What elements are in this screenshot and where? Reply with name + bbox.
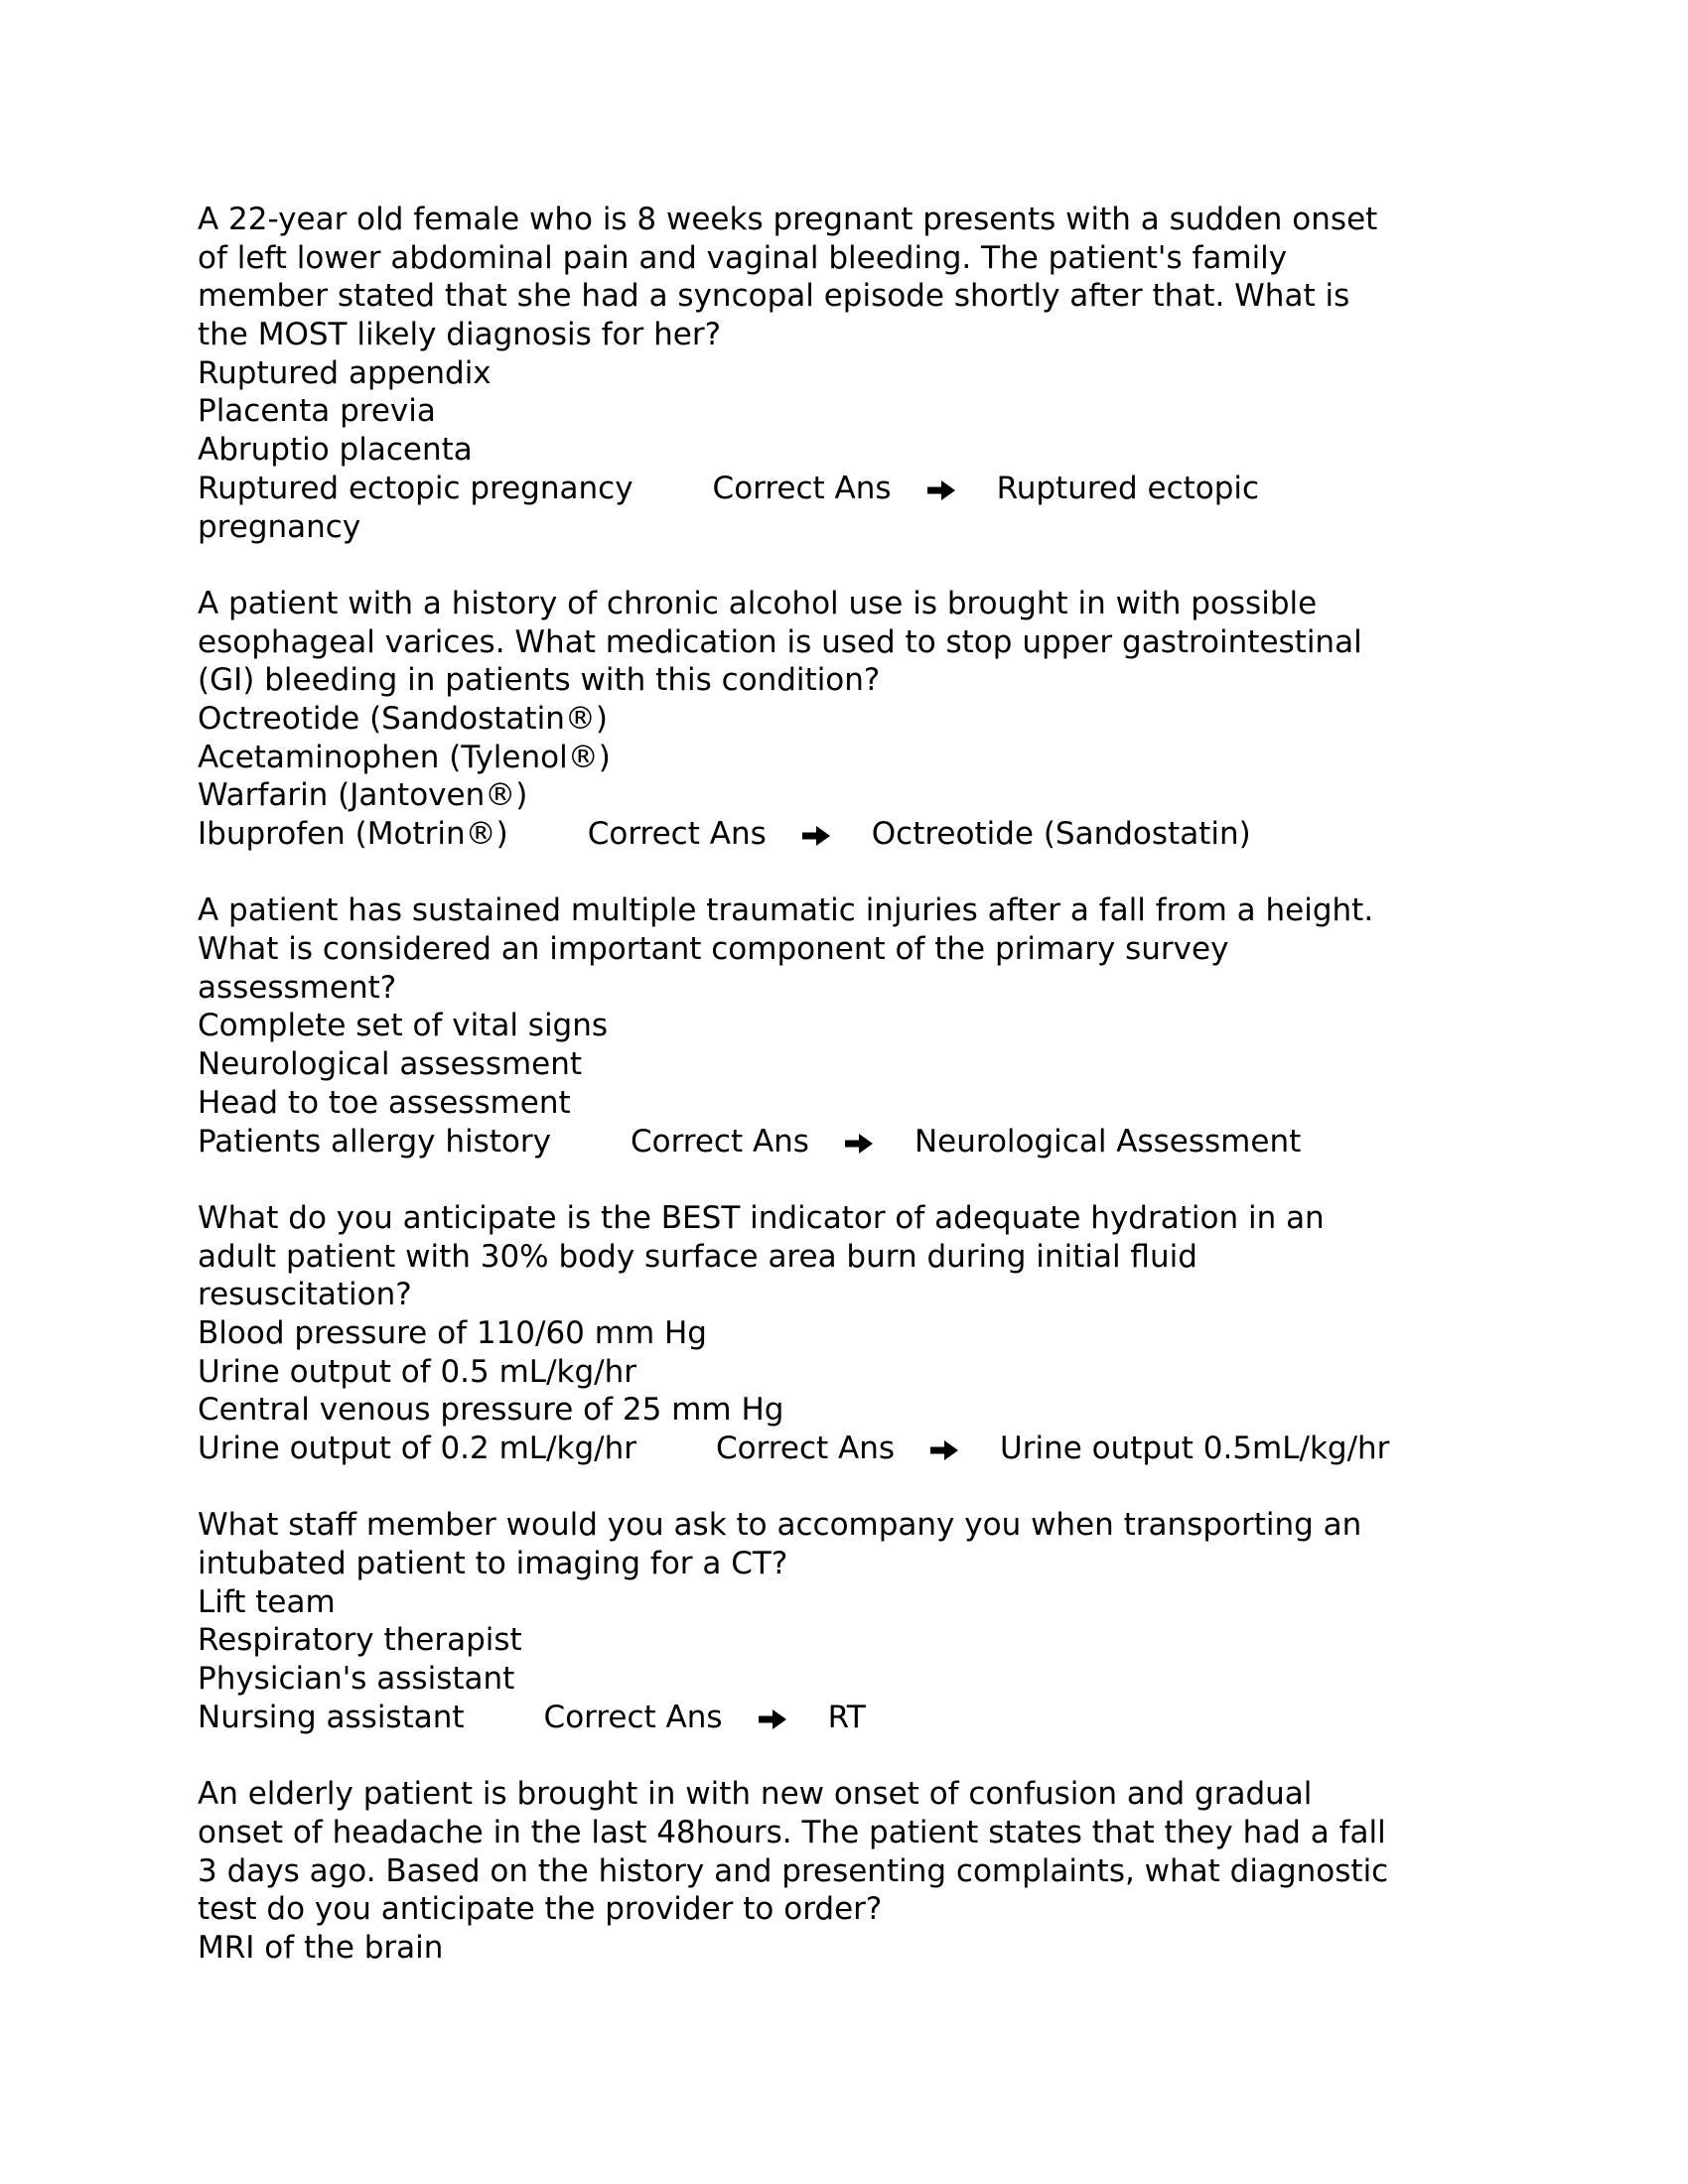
option-line: Warfarin (Jantoven®) bbox=[198, 777, 528, 814]
answer-line bbox=[198, 815, 1488, 854]
answer-continuation-line: pregnancy bbox=[198, 508, 361, 545]
question-line: An elderly patient is brought in with new onset of confusion and gradual bbox=[198, 1776, 1313, 1813]
correct-arrow-icon bbox=[930, 1440, 958, 1460]
option-line: Abruptio placenta bbox=[198, 432, 473, 469]
question-block bbox=[198, 1775, 1488, 1967]
correct-ans-label: Correct Ans bbox=[630, 1123, 809, 1160]
question-block bbox=[198, 891, 1488, 1160]
question-line: What staff member would you ask to accompany you when transporting an bbox=[198, 1507, 1362, 1544]
question-line: A 22-year old female who is 8 weeks pregnant presents with a sudden onset bbox=[198, 202, 1378, 237]
question-line: What do you anticipate is the BEST indicator of adequate hydration in an bbox=[198, 1199, 1325, 1236]
question-line: What is considered an important component of the primary survey bbox=[198, 931, 1229, 968]
question-block bbox=[198, 201, 1488, 546]
answer-text: Octreotide (Sandostatin) bbox=[871, 816, 1251, 852]
option-line: Respiratory therapist bbox=[198, 1622, 522, 1659]
question-block bbox=[198, 1506, 1488, 1736]
answer-line bbox=[198, 470, 1488, 508]
question-block bbox=[198, 1199, 1488, 1468]
option-text: Patients allergy history bbox=[198, 1123, 551, 1160]
correct-arrow-icon bbox=[759, 1709, 786, 1729]
correct-ans-label: Correct Ans bbox=[587, 816, 767, 852]
blank-line bbox=[198, 854, 1488, 892]
question-line: A patient with a history of chronic alcohol use is brought in with possible bbox=[198, 585, 1318, 621]
blank-line bbox=[198, 1737, 1488, 1776]
option-line: Physician's assistant bbox=[198, 1661, 515, 1698]
question-line: 3 days ago. Based on the history and presenting complaints, what diagnostic bbox=[198, 1852, 1389, 1889]
blank-line bbox=[198, 1160, 1488, 1199]
option-line: Acetaminophen (Tylenol®) bbox=[198, 739, 611, 775]
question-line: (GI) bleeding in patients with this condition? bbox=[198, 662, 881, 699]
answer-text: Neurological Assessment bbox=[914, 1123, 1302, 1160]
question-line: resuscitation? bbox=[198, 1277, 412, 1313]
blank-line bbox=[198, 1468, 1488, 1507]
correct-ans-label: Correct Ans bbox=[716, 1431, 896, 1466]
question-line: of left lower abdominal pain and vaginal bleeding. The patient's family bbox=[198, 239, 1288, 276]
correct-arrow-icon bbox=[845, 1134, 873, 1154]
question-line: test do you anticipate the provider to order? bbox=[198, 1891, 883, 1928]
option-line: Blood pressure of 110/60 mm Hg bbox=[198, 1314, 707, 1351]
question-line: assessment? bbox=[198, 969, 397, 1006]
answer-text: Urine output 0.5mL/kg/hr bbox=[1000, 1431, 1390, 1466]
correct-arrow-icon bbox=[927, 480, 955, 500]
option-line: Placenta previa bbox=[198, 393, 436, 430]
question-line: adult patient with 30% body surface area burn during initial fluid bbox=[198, 1238, 1197, 1275]
question-line: A patient has sustained multiple traumatic injuries after a fall from a height. bbox=[198, 892, 1374, 929]
option-line: Head to toe assessment bbox=[198, 1084, 571, 1121]
option-line: Lift team bbox=[198, 1583, 336, 1620]
correct-arrow-icon bbox=[802, 826, 830, 846]
option-text: Urine output of 0.2 mL/kg/hr bbox=[198, 1431, 636, 1466]
correct-ans-label: Correct Ans bbox=[543, 1699, 723, 1735]
option-line: MRI of the brain bbox=[198, 1929, 444, 1966]
option-text: Ruptured ectopic pregnancy bbox=[198, 470, 633, 506]
question-block bbox=[198, 585, 1488, 854]
question-line: onset of headache in the last 48hours. The patient states that they had a fall bbox=[198, 1814, 1386, 1850]
blank-line bbox=[198, 546, 1488, 585]
answer-line bbox=[198, 1430, 1488, 1468]
option-line: Urine output of 0.5 mL/kg/hr bbox=[198, 1353, 636, 1390]
option-text: Ibuprofen (Motrin®) bbox=[198, 816, 508, 852]
option-line: Octreotide (Sandostatin®) bbox=[198, 700, 608, 737]
answer-text: Ruptured ectopic bbox=[996, 470, 1260, 506]
option-text: Nursing assistant bbox=[198, 1699, 465, 1735]
answer-line bbox=[198, 1123, 1488, 1161]
correct-ans-label: Correct Ans bbox=[712, 470, 892, 506]
answer-line bbox=[198, 1699, 1488, 1737]
question-line: the MOST likely diagnosis for her? bbox=[198, 317, 722, 353]
question-line: intubated patient to imaging for a CT? bbox=[198, 1546, 788, 1582]
question-line: member stated that she had a syncopal episode shortly after that. What is bbox=[198, 278, 1350, 315]
option-line: Neurological assessment bbox=[198, 1046, 583, 1083]
document-content bbox=[198, 201, 1488, 1968]
option-line: Central venous pressure of 25 mm Hg bbox=[198, 1392, 784, 1429]
question-line: esophageal varices. What medication is used to stop upper gastrointestinal bbox=[198, 623, 1362, 660]
option-line: Complete set of vital signs bbox=[198, 1008, 609, 1044]
answer-text: RT bbox=[827, 1699, 866, 1735]
option-line: Ruptured appendix bbox=[198, 354, 492, 391]
